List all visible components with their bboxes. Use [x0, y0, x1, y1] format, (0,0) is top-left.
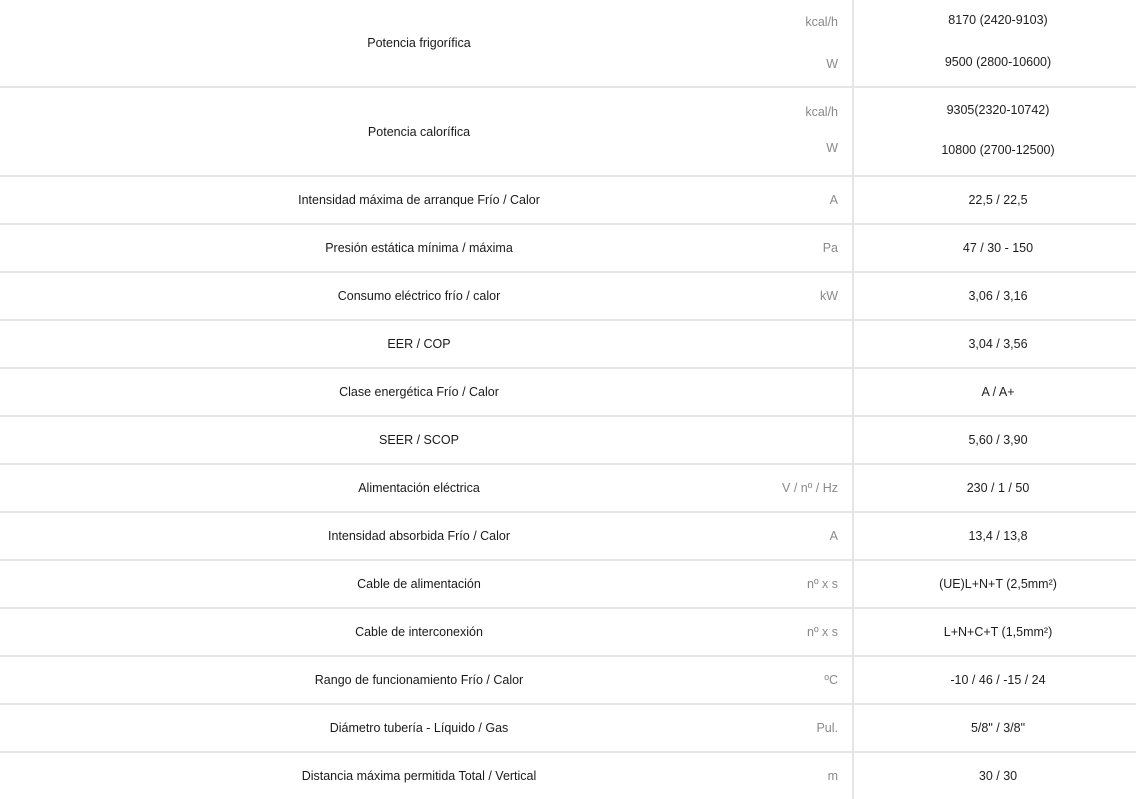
- row-label: Potencia frigorífica: [367, 36, 471, 50]
- table-row: [0, 513, 1136, 561]
- row-unit: nº x s: [807, 625, 838, 639]
- row-value: 3,06 / 3,16: [968, 289, 1028, 303]
- row-unit: [718, 321, 838, 367]
- row-value: 3,04 / 3,56: [968, 337, 1028, 351]
- row-unit: kW: [819, 289, 838, 303]
- row-unit: Pa: [822, 241, 838, 255]
- row-value: 5,60 / 3,90: [968, 433, 1028, 447]
- row-label: Potencia calorífica: [367, 124, 471, 139]
- row-unit: kcal/h: [805, 105, 838, 119]
- row-label: Alimentación eléctrica: [358, 481, 480, 495]
- row-label: Intensidad absorbida Frío / Calor: [327, 529, 511, 543]
- table-row: [0, 225, 1136, 273]
- row-unit: m: [827, 769, 838, 783]
- row-unit: A: [829, 529, 838, 543]
- row-label: Consumo eléctrico frío / calor: [337, 289, 501, 303]
- table-row: [0, 417, 1136, 465]
- table-row: [0, 369, 1136, 417]
- row-unit: W: [826, 57, 838, 71]
- row-value: 13,4 / 13,8: [968, 529, 1028, 543]
- row-unit: nº x s: [807, 577, 838, 591]
- row-label: Clase energética Frío / Calor: [339, 385, 499, 399]
- row-value: 22,5 / 22,5: [968, 193, 1028, 207]
- table-row-potencia-frigorifica: [0, 0, 1136, 88]
- table-row: [0, 177, 1136, 225]
- row-unit: A: [829, 193, 838, 207]
- table-row: [0, 753, 1136, 799]
- table-row-potencia-calorifica: [0, 88, 1136, 177]
- row-unit: kcal/h: [805, 15, 838, 29]
- row-label: Rango de funcionamiento Frío / Calor: [314, 673, 524, 687]
- row-unit: W: [826, 141, 838, 155]
- row-label: EER / COP: [387, 337, 451, 351]
- row-value: L+N+C+T (1,5mm²): [943, 625, 1053, 639]
- row-unit: Pul.: [816, 721, 838, 735]
- row-unit: ºC: [824, 673, 838, 687]
- table-row: [0, 609, 1136, 657]
- row-label: SEER / SCOP: [379, 433, 459, 447]
- table-row: [0, 273, 1136, 321]
- table-row: [0, 705, 1136, 753]
- row-value: 47 / 30 - 150: [962, 241, 1034, 255]
- row-value: 8170 (2420-9103): [948, 13, 1048, 27]
- row-value: 5/8" / 3/8": [970, 721, 1026, 735]
- row-label: Distancia máxima permitida Total / Vertical: [301, 769, 537, 783]
- row-value: A / A+: [981, 385, 1015, 399]
- row-value: -10 / 46 / -15 / 24: [950, 673, 1046, 687]
- row-value: 230 / 1 / 50: [966, 481, 1030, 495]
- table-row: [0, 321, 1136, 369]
- row-label: Presión estática mínima / máxima: [325, 241, 513, 255]
- row-unit: [718, 417, 838, 463]
- row-label: Cable de alimentación: [357, 577, 481, 591]
- row-label: Diámetro tubería - Líquido / Gas: [329, 721, 509, 735]
- row-value: 10800 (2700-12500): [941, 143, 1055, 157]
- row-unit: V / nº / Hz: [782, 481, 838, 495]
- row-label: Intensidad máxima de arranque Frío / Calor: [298, 193, 540, 207]
- table-row: [0, 465, 1136, 513]
- row-label: Cable de interconexión: [355, 625, 483, 639]
- row-value: 9500 (2800-10600): [944, 55, 1052, 69]
- table-row: [0, 657, 1136, 705]
- row-value: 30 / 30: [978, 769, 1018, 783]
- row-value: 9305(2320-10742): [946, 103, 1050, 117]
- row-unit: [718, 369, 838, 415]
- row-value: (UE)L+N+T (2,5mm²): [939, 577, 1057, 591]
- table-row: [0, 561, 1136, 609]
